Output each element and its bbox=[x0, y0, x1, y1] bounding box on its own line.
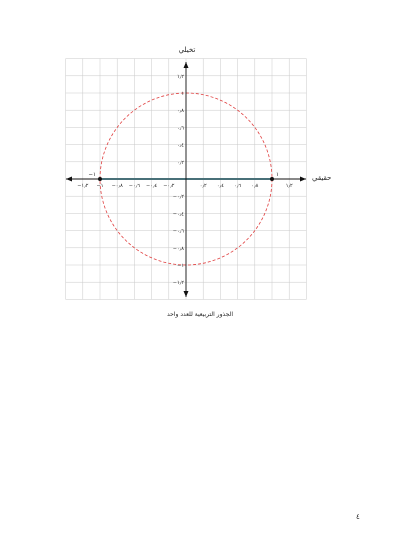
real-axis-arrow-left bbox=[66, 177, 72, 182]
x-tick-label: −٠٫٨ bbox=[111, 183, 123, 189]
imaginary-axis-label: تخيلي bbox=[178, 46, 196, 54]
y-tick-label: −١ bbox=[177, 263, 184, 269]
x-tick-label: ٠٫٨ bbox=[251, 183, 259, 189]
page-number: ٤ bbox=[356, 513, 360, 521]
x-tick-label: −٠٫٦ bbox=[128, 183, 141, 189]
y-tick-label: −٠٫٦ bbox=[172, 228, 184, 235]
real-axis-label: حقيقي bbox=[312, 174, 332, 182]
figure-caption: الجذور التربيعية للعدد واحد bbox=[166, 311, 233, 318]
y-tick-label: ٠٫٤ bbox=[177, 142, 184, 149]
y-tick-label: ٠٫٨ bbox=[177, 108, 184, 115]
y-tick-label: ١ bbox=[181, 91, 184, 97]
y-tick-label: −٠٫٨ bbox=[172, 245, 184, 252]
y-tick-label: ٠٫٦ bbox=[177, 125, 184, 132]
y-tick-label: −٠٫٤ bbox=[172, 211, 184, 218]
root-point bbox=[98, 177, 102, 181]
y-tick-label: ٠٫٢ bbox=[177, 159, 184, 166]
x-tick-label: ٠٫٢ bbox=[199, 183, 207, 189]
imaginary-axis-arrow-down bbox=[184, 291, 189, 297]
root-point-label: ١ bbox=[276, 172, 279, 178]
x-tick-label: ٠٫٤ bbox=[216, 183, 224, 189]
x-tick-label: −٠٫٢ bbox=[163, 183, 175, 189]
y-tick-label: −٠٫٢ bbox=[172, 194, 184, 201]
root-point-label: −١ bbox=[88, 172, 96, 178]
x-tick-label: −١٫٢ bbox=[77, 183, 89, 189]
y-tick-label: −١٫٢ bbox=[172, 280, 184, 287]
real-axis-arrow-right bbox=[300, 177, 306, 182]
x-tick-label: ٠٫٦ bbox=[234, 183, 242, 189]
y-tick-label: ١٫٢ bbox=[177, 73, 184, 80]
imaginary-axis-arrow-up bbox=[184, 62, 189, 68]
x-tick-label: −١ bbox=[96, 183, 104, 189]
root-point bbox=[270, 177, 274, 181]
x-tick-label: ١٫٢ bbox=[285, 183, 293, 189]
x-tick-label: −٠٫٤ bbox=[145, 183, 158, 189]
